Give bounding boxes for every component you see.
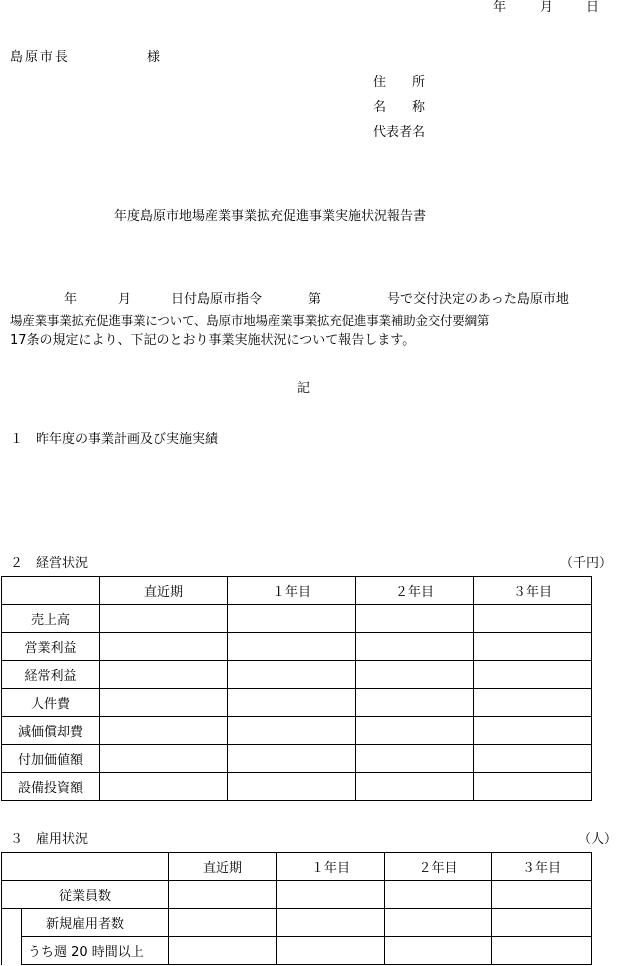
row-label-new-hires: 新規雇用者数	[22, 909, 169, 937]
entry-cell[interactable]	[492, 909, 592, 937]
entry-cell[interactable]	[228, 661, 356, 689]
table-header-cell: 直近期	[169, 853, 277, 881]
entry-cell[interactable]	[474, 633, 592, 661]
table-row	[2, 909, 592, 937]
table-header-cell: ３年目	[492, 853, 592, 881]
entry-cell[interactable]	[100, 661, 228, 689]
entry-cell[interactable]	[356, 689, 474, 717]
employment-status-table	[1, 852, 592, 965]
entry-cell[interactable]	[356, 661, 474, 689]
entry-cell[interactable]	[385, 881, 492, 909]
entry-cell[interactable]	[228, 689, 356, 717]
addressee: 島原市長	[10, 50, 70, 65]
entry-cell[interactable]	[169, 881, 277, 909]
entry-cell[interactable]	[474, 745, 592, 773]
entry-cell[interactable]	[228, 773, 356, 801]
body-year: 年	[64, 292, 78, 307]
table-row	[2, 773, 592, 801]
table-row	[2, 937, 592, 965]
table-row	[2, 717, 592, 745]
date-day: 日	[586, 0, 600, 15]
entry-cell[interactable]	[228, 633, 356, 661]
row-label-sales: 売上高	[2, 605, 100, 633]
table-header-cell: １年目	[277, 853, 385, 881]
row-label-depreciation: 減価償却費	[2, 717, 100, 745]
body-line2: 場産業事業拡充促進事業について、島原市地場産業事業拡充促進事業補助金交付要綱第	[10, 313, 490, 328]
indent-cell	[2, 909, 22, 965]
entry-cell[interactable]	[277, 909, 385, 937]
table-row	[2, 881, 592, 909]
table-header-cell: 直近期	[100, 577, 228, 605]
table-row	[2, 605, 592, 633]
row-label-value-added: 付加価値額	[2, 745, 100, 773]
section3-unit: （人）	[578, 832, 617, 847]
row-label-over-20-hours: うち週 20 時間以上	[22, 937, 169, 965]
entry-cell[interactable]	[356, 605, 474, 633]
entry-cell[interactable]	[100, 633, 228, 661]
body-line3: 17条の規定により、下記のとおり事業実施状況について報告します。	[10, 333, 416, 348]
row-label-capital-investment: 設備投資額	[2, 773, 100, 801]
date-year: 年	[493, 0, 507, 15]
honorific: 様	[147, 50, 161, 65]
entry-cell[interactable]	[385, 909, 492, 937]
management-status-table	[1, 576, 592, 801]
section3-title: ３ 雇用状況	[10, 832, 89, 847]
table-row	[2, 745, 592, 773]
entry-cell[interactable]	[277, 881, 385, 909]
table-header-cell: ３年目	[474, 577, 592, 605]
entry-cell[interactable]	[474, 689, 592, 717]
section1-title: １ 昨年度の事業計画及び実施実績	[10, 432, 219, 447]
entry-cell[interactable]	[169, 937, 277, 965]
entry-cell[interactable]	[100, 773, 228, 801]
entry-cell[interactable]	[169, 909, 277, 937]
section2-title: ２ 経営状況	[10, 556, 89, 571]
date-month: 月	[540, 0, 554, 15]
entry-cell[interactable]	[474, 605, 592, 633]
entry-cell[interactable]	[100, 689, 228, 717]
entry-cell[interactable]	[356, 633, 474, 661]
table-header-row	[2, 577, 592, 605]
entry-cell[interactable]	[474, 773, 592, 801]
entry-cell[interactable]	[492, 881, 592, 909]
entry-cell[interactable]	[228, 717, 356, 745]
entry-cell[interactable]	[100, 605, 228, 633]
entry-cell[interactable]	[228, 605, 356, 633]
sender-representative-label: 代表者名	[373, 125, 426, 140]
entry-cell[interactable]	[474, 661, 592, 689]
entry-cell[interactable]	[474, 717, 592, 745]
document-title: 年度島原市地場産業事業拡充促進事業実施状況報告書	[114, 209, 427, 224]
body-month: 月	[118, 292, 132, 307]
entry-cell[interactable]	[100, 745, 228, 773]
entry-cell[interactable]	[492, 937, 592, 965]
table-row	[2, 633, 592, 661]
row-label-operating-profit: 営業利益	[2, 633, 100, 661]
body-day-ref: 日付島原市指令	[171, 292, 263, 307]
table-header-cell	[2, 853, 169, 881]
sender-address-label: 住 所	[373, 75, 426, 90]
table-header-cell: ２年目	[356, 577, 474, 605]
table-header-cell: １年目	[228, 577, 356, 605]
entry-cell[interactable]	[228, 745, 356, 773]
entry-cell[interactable]	[277, 937, 385, 965]
row-label-personnel-cost: 人件費	[2, 689, 100, 717]
ki-heading: 記	[297, 381, 311, 396]
table-header-cell	[2, 577, 100, 605]
entry-cell[interactable]	[385, 937, 492, 965]
entry-cell[interactable]	[356, 745, 474, 773]
entry-cell[interactable]	[100, 717, 228, 745]
table-row	[2, 689, 592, 717]
table-row	[2, 661, 592, 689]
table-header-cell: ２年目	[385, 853, 492, 881]
body-number: 第	[308, 292, 322, 307]
entry-cell[interactable]	[356, 773, 474, 801]
section2-unit: （千円）	[560, 556, 613, 571]
sender-name-label: 名 称	[373, 100, 426, 115]
row-label-employees: 従業員数	[2, 881, 169, 909]
body-line1-rest: 号で交付決定のあった島原市地	[387, 292, 569, 307]
row-label-ordinary-profit: 経常利益	[2, 661, 100, 689]
table-header-row	[2, 853, 592, 881]
entry-cell[interactable]	[356, 717, 474, 745]
